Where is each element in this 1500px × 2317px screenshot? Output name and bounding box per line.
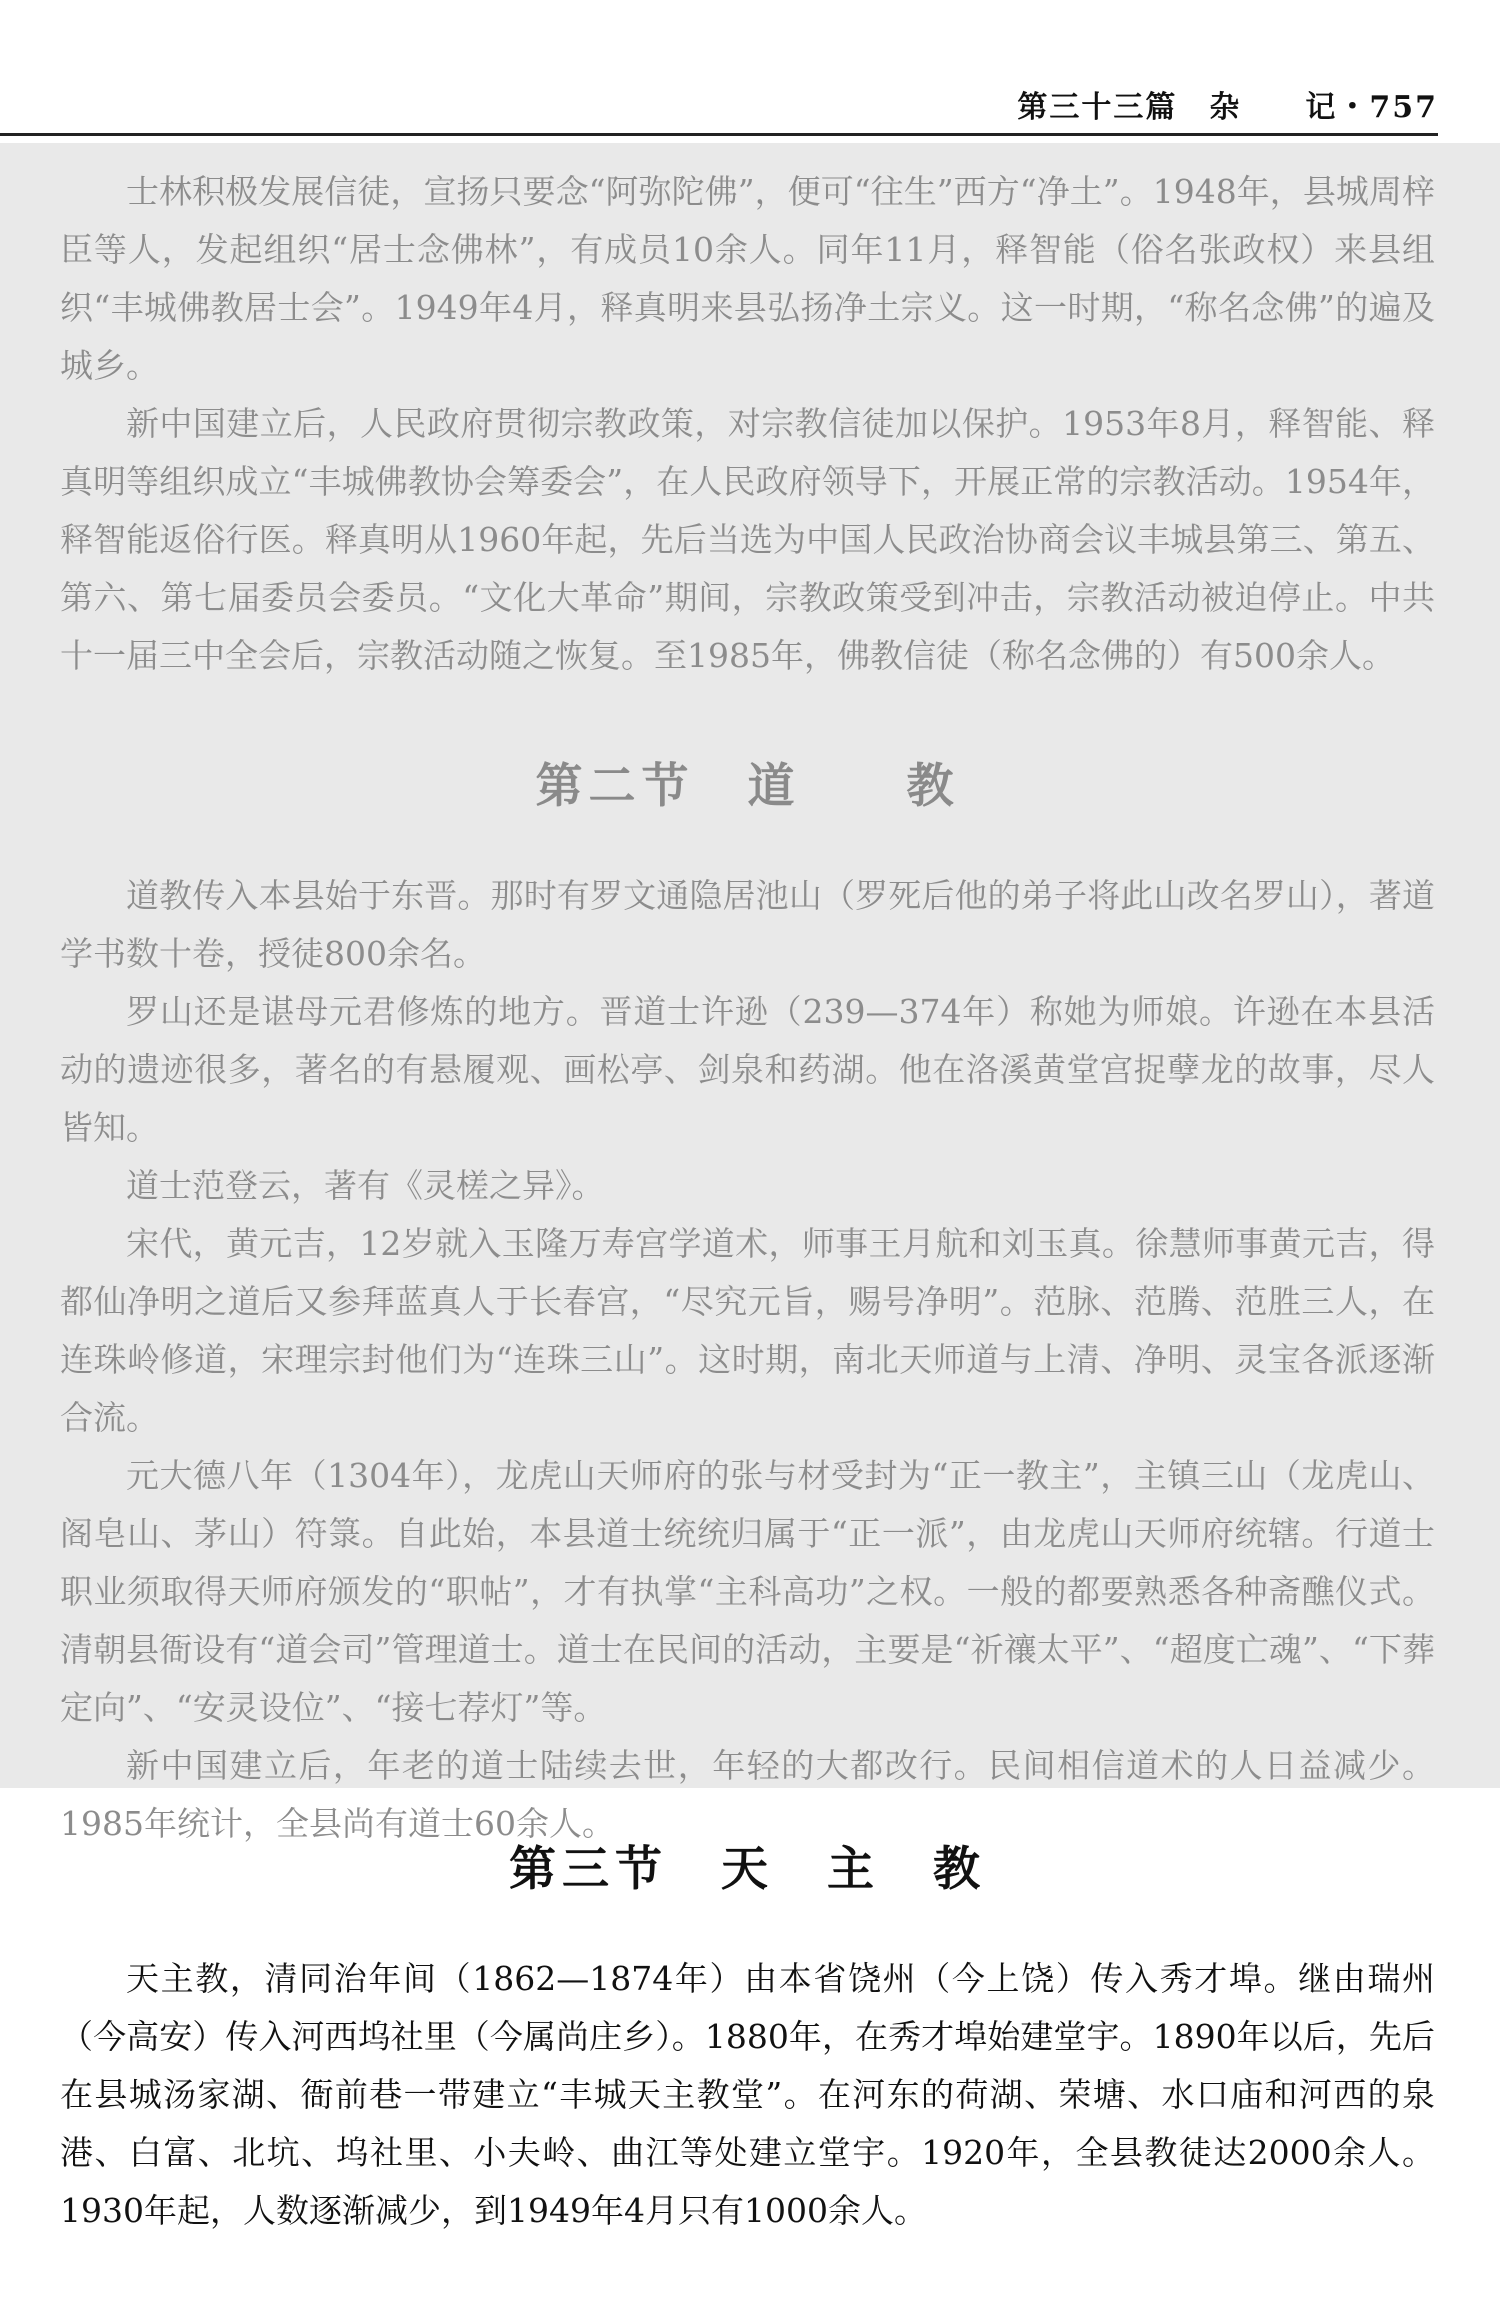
- catholicism-paragraph-1: 天主教，清同治年间（1862—1874年）由本省饶州（今上饶）传入秀才埠。继由瑞州（今高安）传入河西坞社里（今属尚庄乡）。1880年，在秀才埠始建堂宇。1890年以后，先后在县城汤家湖、衙前巷一带建立“丰城天主教堂”。在河东的荷湖、荣塘、水口庙和河西的泉港、白富、北坑、坞社里、小夫岭、曲江等处建立堂宇。1920年，全县教徒达2000余人。1930年起，人数逐渐减少，到1949年4月只有1000余人。: [60, 1959, 1435, 2230]
- catholicism-section: [60, 1840, 1435, 2240]
- header-rule: [0, 133, 1438, 136]
- highlighted-content: [60, 163, 1435, 1853]
- section-title-taoism: 第二节 道 教: [535, 759, 960, 814]
- page-header: [0, 0, 1500, 140]
- taoism-paragraph-3: 道士范登云，著有《灵槎之异》。: [126, 1166, 605, 1205]
- running-head: 第三十三篇 杂 记・757: [1017, 90, 1438, 125]
- buddhism-paragraph-1: 士林积极发展信徒，宣扬只要念“阿弥陀佛”，便可“往生”西方“净土”。1948年，县城周梓臣等人，发起组织“居士念佛林”，有成员10余人。同年11月，释智能（俗名张政权）来县组织“丰城佛教居士会”。1949年4月，释真明来县弘扬净土宗义。这一时期，“称名念佛”的遍及城乡。: [60, 172, 1435, 385]
- section-title-catholicism: 第三节 天 主 教: [509, 1842, 986, 1897]
- taoism-paragraph-1: 道教传入本县始于东晋。那时有罗文通隐居池山（罗死后他的弟子将此山改名罗山），著道学书数十卷，授徒800余名。: [60, 876, 1435, 973]
- buddhism-paragraph-2: 新中国建立后，人民政府贯彻宗教政策，对宗教信徒加以保护。1953年8月，释智能、释真明等组织成立“丰城佛教协会筹委会”，在人民政府领导下，开展正常的宗教活动。1954年，释智能返俗行医。释真明从1960年起，先后当选为中国人民政治协商会议丰城县第三、第五、第六、第七届委员会委员。“文化大革命”期间，宗教政策受到冲击，宗教活动被迫停止。中共十一届三中全会后，宗教活动随之恢复。至1985年，佛教信徒（称名念佛的）有500余人。: [60, 404, 1435, 675]
- taoism-paragraph-6: 新中国建立后，年老的道士陆续去世，年轻的大都改行。民间相信道术的人日益减少。1985年统计，全县尚有道士60余人。: [60, 1746, 1435, 1843]
- taoism-paragraph-4: 宋代，黄元吉，12岁就入玉隆万寿宫学道术，师事王月航和刘玉真。徐慧师事黄元吉，得都仙净明之道后又参拜蓝真人于长春宫，“尽究元旨，赐号净明”。范脉、范腾、范胜三人，在连珠岭修道，宋理宗封他们为“连珠三山”。这时期，南北天师道与上清、净明、灵宝各派逐渐合流。: [60, 1224, 1435, 1437]
- taoism-paragraph-5: 元大德八年（1304年），龙虎山天师府的张与材受封为“正一教主”，主镇三山（龙虎山、阁皂山、茅山）符箓。自此始，本县道士统统归属于“正一派”，由龙虎山天师府统辖。行道士职业须取得天师府颁发的“职帖”，才有执掌“主科高功”之权。一般的都要熟悉各种斋醮仪式。清朝县衙设有“道会司”管理道士。道士在民间的活动，主要是“祈禳太平”、“超度亡魂”、“下葬定向”、“安灵设位”、“接七荐灯”等。: [60, 1456, 1435, 1727]
- taoism-paragraph-2: 罗山还是谌母元君修炼的地方。晋道士许逊（239—374年）称她为师娘。许逊在本县活动的遗迹很多，著名的有悬履观、画松亭、剑泉和药湖。他在洛溪黄堂宫捉孽龙的故事，尽人皆知。: [60, 992, 1435, 1147]
- highlighted-region: [0, 143, 1500, 1843]
